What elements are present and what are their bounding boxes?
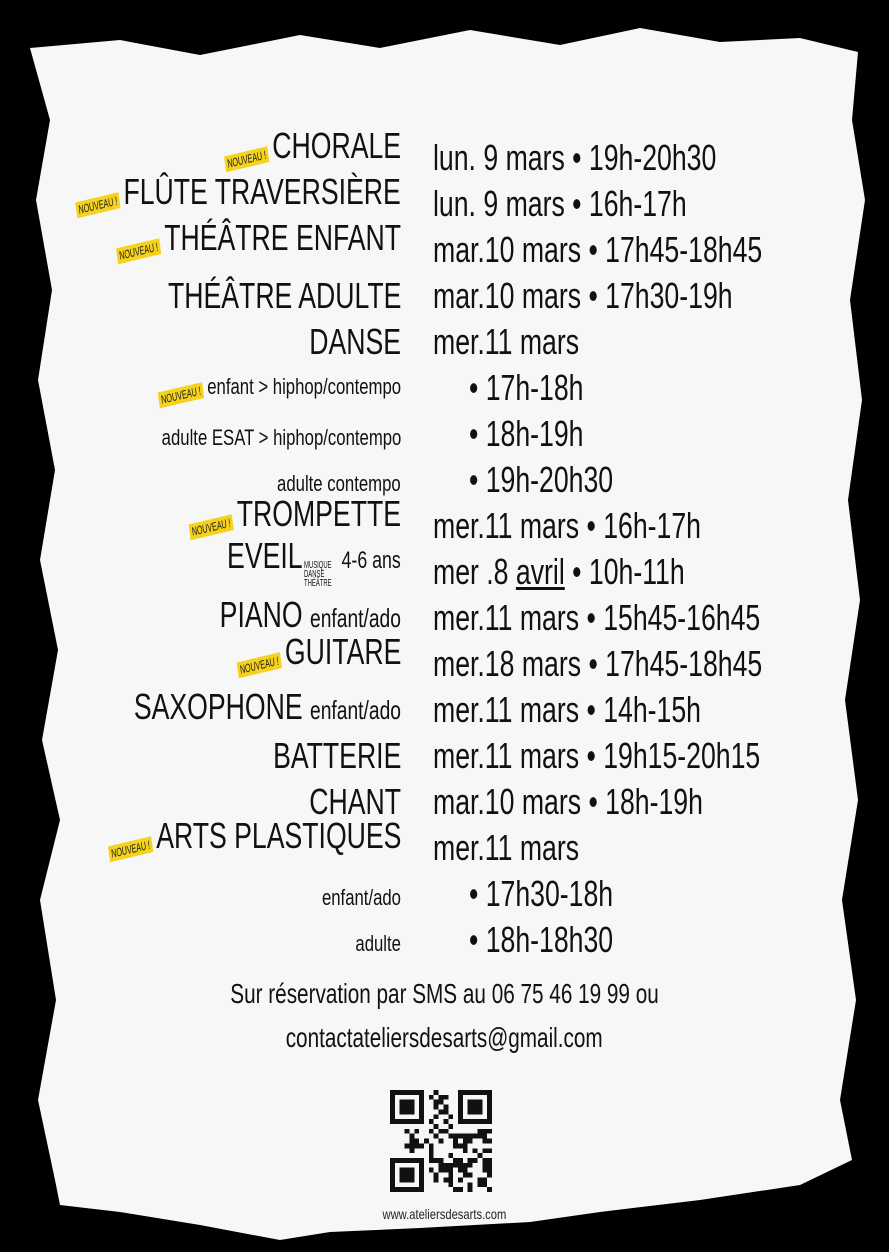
row-danse-esat: [0, 408, 889, 454]
course-age: 4-6 ans: [341, 547, 401, 574]
course-name: THÉÂTRE ENFANT: [164, 217, 401, 258]
course-time: mer.11 mars • 15h45-16h45: [433, 597, 761, 638]
course-name: adulte: [355, 931, 401, 956]
course-time: mer.11 mars • 14h-15h: [433, 689, 701, 730]
course-time: lun. 9 mars • 19h-20h30: [433, 137, 717, 178]
row-trompette: [0, 493, 889, 546]
new-badge: NOUVEAU !: [189, 514, 234, 540]
row-arts: [0, 815, 889, 868]
course-time: mar.10 mars • 17h30-19h: [433, 275, 733, 316]
website-link[interactable]: www.ateliersdesarts.com: [382, 1206, 507, 1222]
course-time: mer.11 mars: [433, 321, 580, 362]
eveil-disciplines: MUSIQUE DANSE THÉÂTRE: [304, 560, 332, 589]
row-arts-enfant: [0, 868, 889, 914]
course-time: mer.11 mars • 16h-17h: [433, 505, 701, 546]
course-name: TROMPETTE: [236, 493, 401, 534]
course-time: mar.10 mars • 17h45-18h45: [433, 229, 763, 270]
course-name: THÉÂTRE ADULTE: [167, 275, 401, 316]
row-saxophone: [0, 684, 889, 730]
course-qualifier: enfant/ado: [310, 695, 401, 725]
row-batterie: [0, 730, 889, 776]
course-time: mer .8 avril • 10h-11h: [433, 551, 685, 592]
course-time: • 19h-20h30: [469, 459, 614, 500]
row-piano: [0, 592, 889, 638]
row-theatre-adulte: [0, 270, 889, 316]
course-qualifier: enfant/ado: [310, 603, 401, 633]
course-time: • 17h-18h: [469, 367, 584, 408]
course-time: • 18h-18h30: [469, 919, 614, 960]
course-name: enfant > hiphop/contempo: [207, 374, 401, 399]
reservation-line: Sur réservation par SMS au 06 75 46 19 99 ou: [230, 978, 659, 1009]
row-theatre-enfant: [0, 217, 889, 270]
course-name: BATTERIE: [272, 735, 401, 776]
course-name: PIANO: [219, 594, 303, 635]
course-time: mer.18 mars • 17h45-18h45: [433, 643, 763, 684]
row-eveil: [0, 535, 889, 592]
course-time: mar.10 mars • 18h-19h: [433, 781, 703, 822]
course-name: SAXOPHONE: [133, 686, 303, 727]
course-name: DANSE: [309, 321, 401, 362]
course-time: mer.11 mars: [433, 827, 580, 868]
course-name: GUITARE: [284, 631, 401, 672]
qr-code-icon[interactable]: [390, 1090, 492, 1192]
course-name: adulte ESAT > hiphop/contempo: [161, 425, 401, 450]
course-name: adulte contempo: [277, 471, 401, 496]
course-time: lun. 9 mars • 16h-17h: [433, 183, 687, 224]
course-time: mer.11 mars • 19h15-20h15: [433, 735, 761, 776]
course-name: FLÛTE TRAVERSIÈRE: [123, 171, 401, 212]
course-time: • 18h-19h: [469, 413, 584, 454]
new-badge: NOUVEAU !: [224, 146, 269, 172]
course-name: CHANT: [309, 781, 401, 822]
row-danse: [0, 316, 889, 362]
course-name: enfant/ado: [321, 885, 401, 910]
course-name: ARTS PLASTIQUES: [155, 815, 401, 856]
course-name: EVEIL: [227, 535, 303, 576]
new-badge: NOUVEAU !: [236, 652, 281, 678]
new-badge: NOUVEAU !: [76, 192, 121, 218]
new-badge: NOUVEAU !: [158, 382, 204, 408]
row-danse-enfant: [0, 362, 889, 408]
email-line[interactable]: contactateliersdesarts@gmail.com: [286, 1022, 603, 1053]
course-name: CHORALE: [272, 125, 401, 166]
row-arts-adulte: [0, 914, 889, 960]
new-badge: NOUVEAU !: [116, 238, 161, 264]
course-time: • 17h30-18h: [469, 873, 614, 914]
new-badge: NOUVEAU !: [108, 836, 153, 862]
row-guitare: [0, 631, 889, 684]
